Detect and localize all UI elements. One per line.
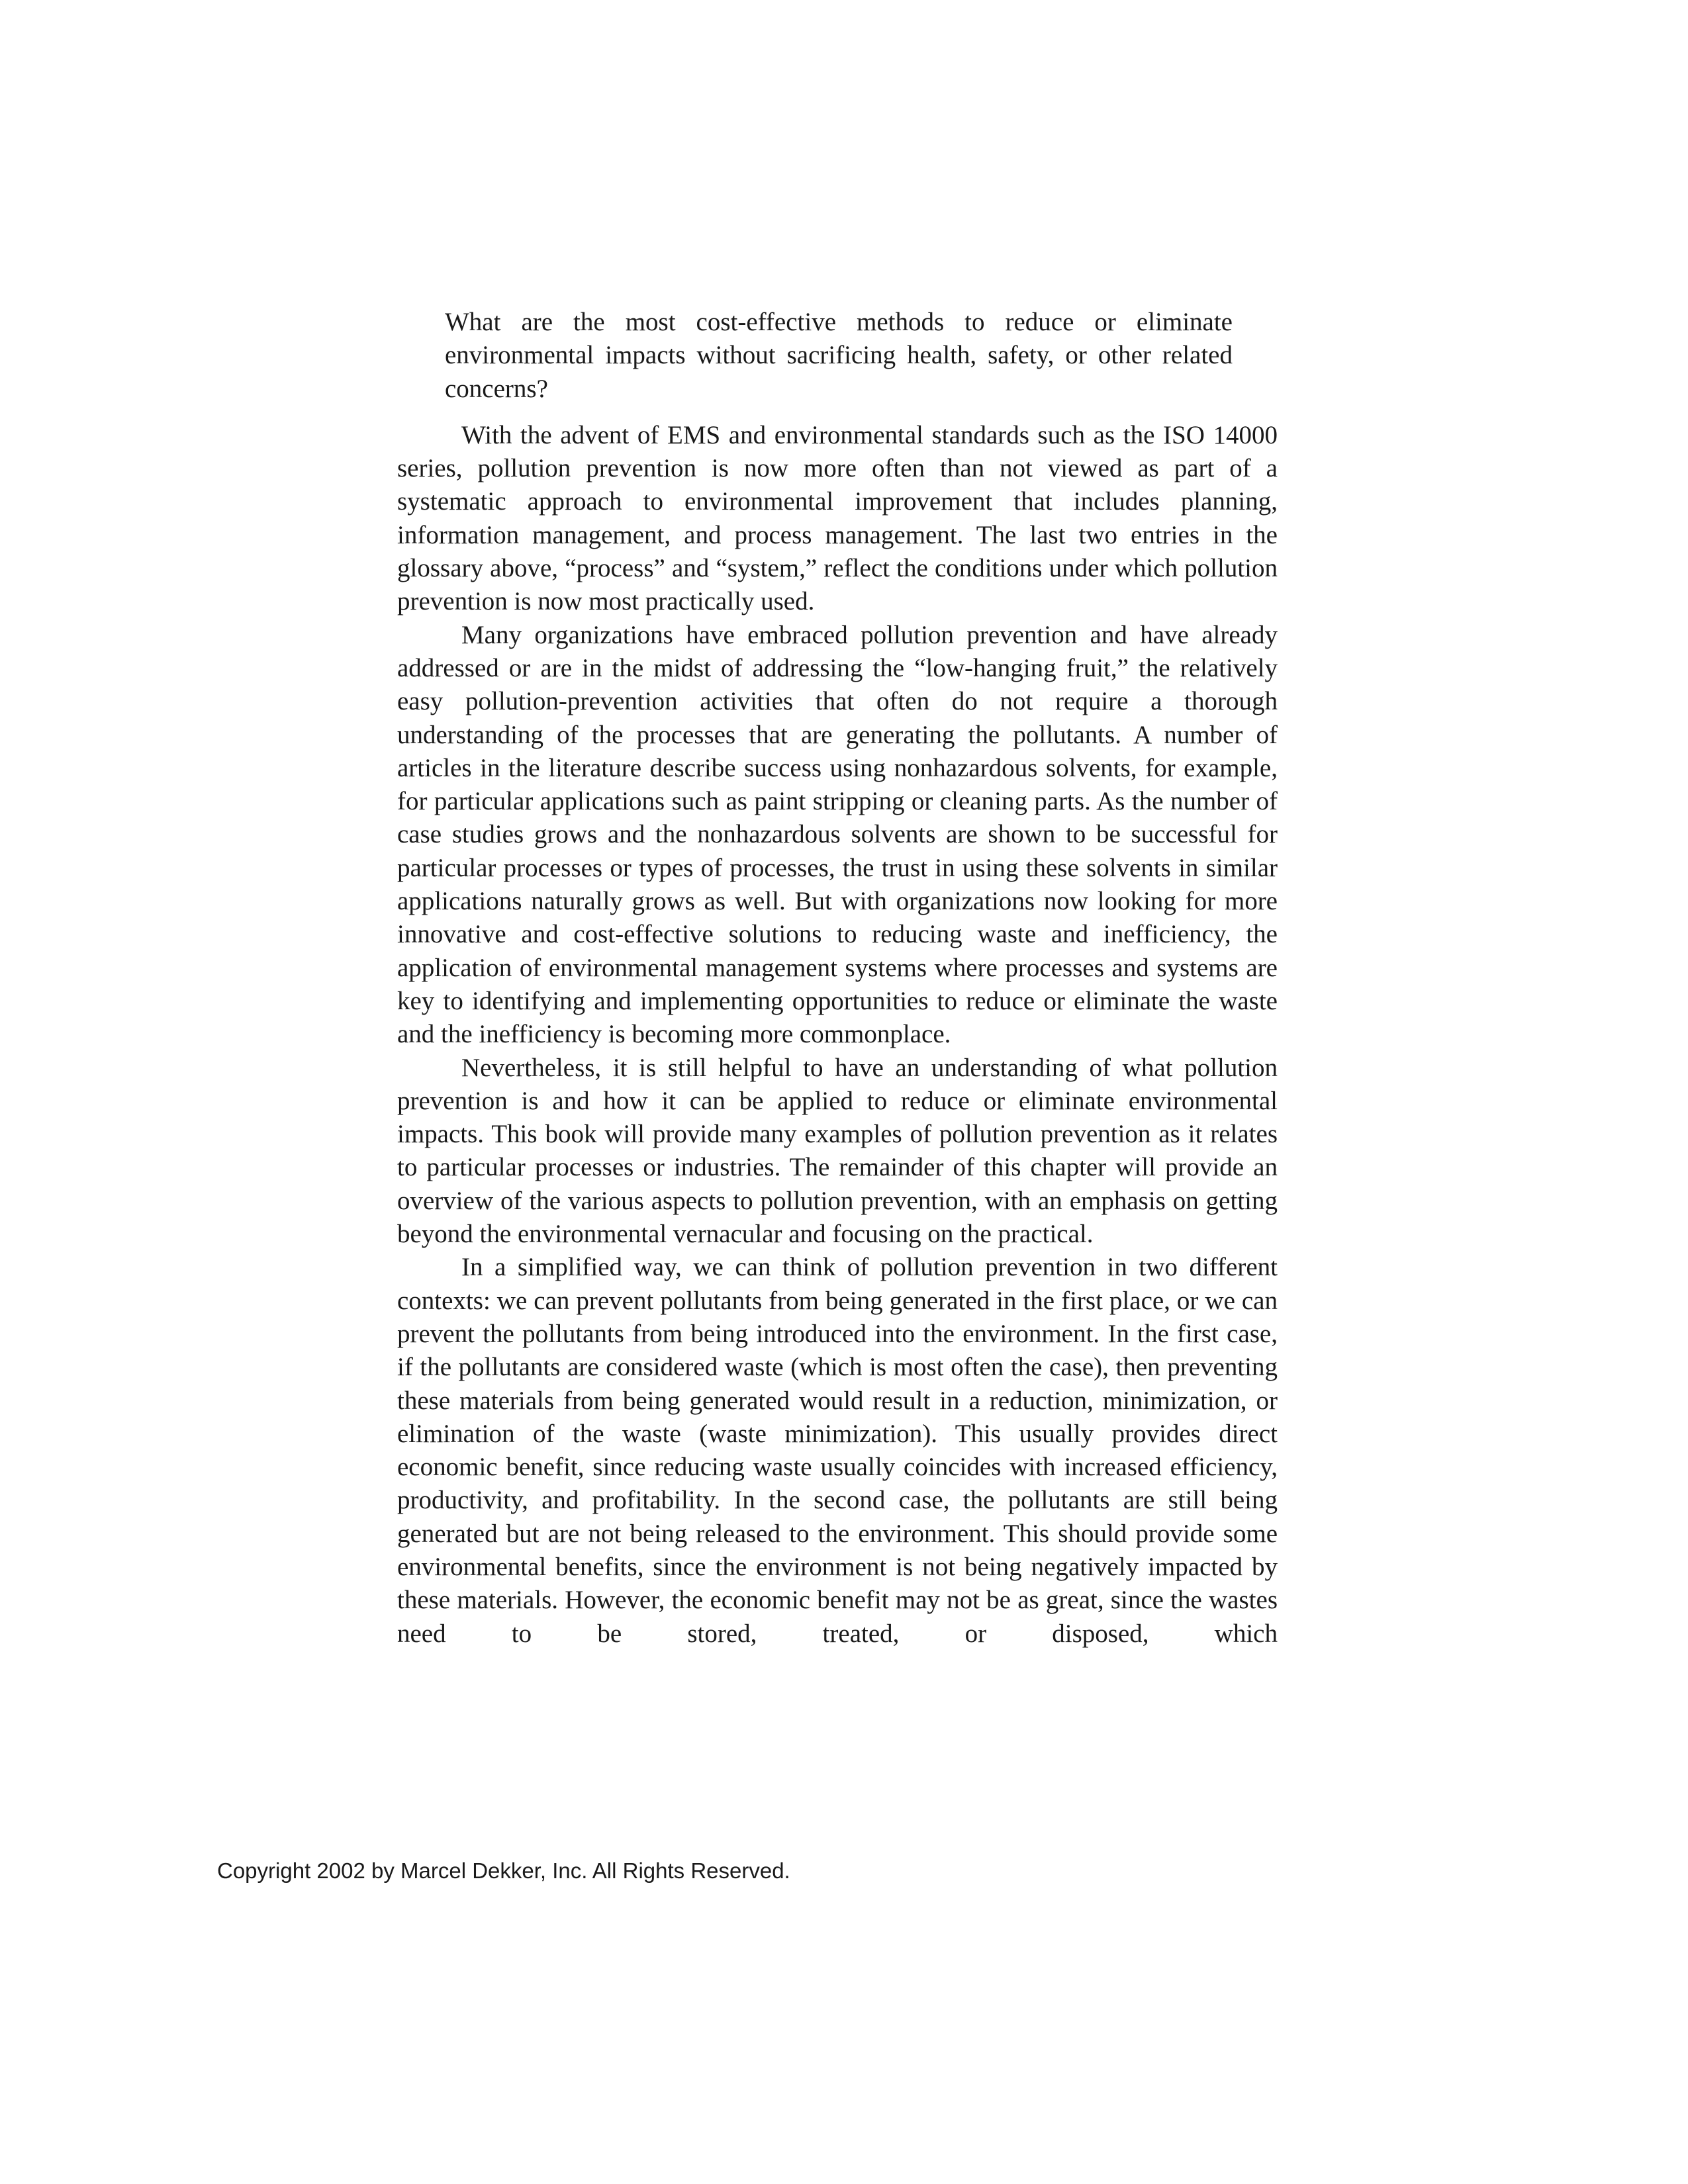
paragraph: With the advent of EMS and environmental standards such as the ISO 14000 series, pollution prevention is now more often than not viewed as part of a systematic approach to environmental improvement that includes planning, information management, and process management. The last two entries in the glossary above, “process” and “system,” reflect the conditions under which pollution prevention is now most practically used. — [397, 420, 1278, 616]
body-text — [397, 306, 1278, 1651]
copyright-footer: Copyright 2002 by Marcel Dekker, Inc. All Rights Reserved. — [217, 1858, 790, 1883]
paragraph: In a simplified way, we can think of pollution prevention in two different contexts: we can prevent pollutants from being generated in the first place, or we can prevent the pollutants from being introduced into the environment. In the first case, if the pollutants are considered waste (which is most often the case), then preventing these materials from being generated would result in a reduction, minimization, or elimination of the waste (waste minimization). This usually provides direct economic benefit, since reducing waste usually coincides with increased efficiency, productivity, and profitability. In the second case, the pollutants are still being generated but are not being released to the environment. This should provide some environmental benefits, since the environment is not being negatively impacted by these materials. However, the economic benefit may not be as great, since the wastes need to be stored, treated, or disposed, which — [397, 1253, 1278, 1648]
paragraph: Many organizations have embraced pollution prevention and have already addressed or are in the midst of addressing the “low-hanging fruit,” the relatively easy pollution-prevention activities that often do not require a thorough understanding of the processes that are generating the pollutants. A number of articles in the literature describe success using nonhazardous solvents, for example, for particular applications such as paint stripping or cleaning parts. As the number of case studies grows and the nonhazardous solvents are shown to be successful for particular processes or types of processes, the trust in using these solvents in similar applications naturally grows as well. But with organizations now looking for more innovative and cost-effective solutions to reducing waste and inefficiency, the application of environmental management systems where processes and systems are key to identifying and implementing opportunities to reduce or eliminate the waste and the inefficiency is becoming more commonplace. — [397, 620, 1278, 1049]
paragraph: Nevertheless, it is still helpful to have an understanding of what pollution prevention is and how it can be applied to reduce or eliminate environmental impacts. This book will provide many examples of pollution prevention as it relates to particular processes or industries. The remainder of this chapter will provide an overview of the various aspects to pollution prevention, with an emphasis on getting beyond the environmental vernacular and focusing on the practical. — [397, 1053, 1278, 1249]
block-quote: What are the most cost-effective methods to reduce or eliminate environmental impacts without sacrificing health, safety, or other related concerns? — [445, 308, 1233, 403]
